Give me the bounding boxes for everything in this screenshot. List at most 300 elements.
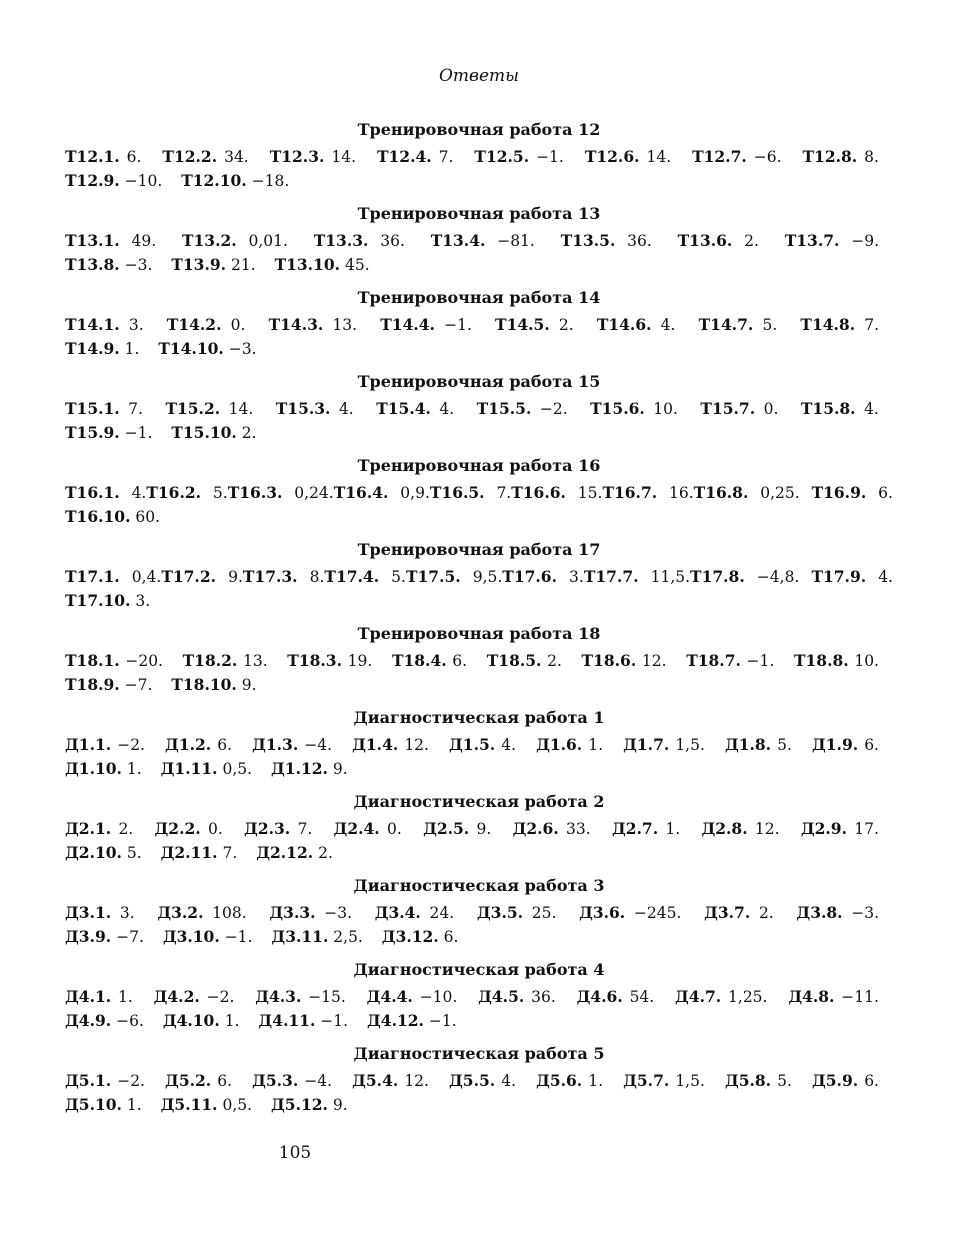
answer-label: Т15.5.: [476, 399, 532, 418]
answer-item: [65, 928, 144, 946]
answer-label: Д2.3.: [244, 819, 291, 838]
section-title: Тренировочная работа 18: [357, 624, 601, 643]
answer-value: 5.: [762, 316, 778, 334]
answer-label: Т15.4.: [376, 399, 431, 418]
answer-list: [65, 649, 893, 697]
answer-label: Т17.7.: [583, 567, 639, 586]
answer-value: −1.: [320, 1012, 349, 1030]
answer-value: 6.: [126, 148, 142, 166]
answer-value: 9.: [241, 676, 257, 694]
answer-value: −3.: [124, 256, 153, 274]
answer-label: Т15.9.: [65, 423, 120, 442]
answer-item: [511, 484, 602, 502]
answer-item: [165, 1072, 232, 1090]
answer-item: [477, 400, 568, 418]
answer-list: [65, 229, 893, 277]
answer-label: Т14.5.: [495, 315, 550, 334]
answer-value: 5.: [777, 736, 792, 754]
answer-label: Т14.2.: [166, 315, 222, 334]
answer-item: [171, 676, 256, 694]
answer-item: [502, 568, 584, 586]
answer-value: −2.: [206, 988, 235, 1006]
answer-item: [171, 256, 255, 274]
answer-value: −15.: [308, 988, 346, 1006]
answer-value: 2.: [744, 232, 759, 250]
answer-item: [65, 340, 139, 358]
answer-value: 0,9.: [400, 484, 430, 502]
answer-value: 45.: [344, 256, 370, 274]
answer-label: Д3.7.: [704, 903, 751, 922]
answer-item: [582, 652, 667, 670]
answer-item: [161, 568, 243, 586]
answer-label: Д1.11.: [160, 759, 218, 778]
answer-item: [788, 988, 879, 1006]
answer-label: Т17.9.: [811, 567, 867, 586]
answer-label: Т14.1.: [65, 315, 120, 334]
page-number: 105: [278, 1143, 312, 1163]
answer-value: 14.: [228, 400, 254, 418]
answer-label: Т17.8.: [690, 567, 745, 586]
answer-value: 0,25.: [760, 484, 800, 502]
answer-item: [495, 316, 574, 334]
answer-value: 12.: [404, 736, 429, 754]
answer-label: Д4.3.: [255, 987, 302, 1006]
answer-value: 2.: [558, 316, 574, 334]
answer-value: −9.: [851, 232, 880, 250]
answer-item: [65, 484, 146, 502]
answer-value: 12.: [754, 820, 780, 838]
answer-item: [270, 148, 356, 166]
answer-item: [577, 988, 655, 1006]
answer-item: [704, 904, 774, 922]
answer-value: 15.: [577, 484, 603, 502]
answer-label: Т14.6.: [596, 315, 652, 334]
answer-item: [276, 400, 354, 418]
answer-list: [65, 145, 893, 193]
answer-item: [65, 568, 161, 586]
answer-value: −18.: [251, 172, 290, 190]
answer-value: 9.: [332, 760, 348, 778]
answer-label: Т15.8.: [800, 399, 856, 418]
answer-value: 25.: [531, 904, 557, 922]
answer-label: Д2.5.: [423, 819, 470, 838]
answer-value: 3.: [569, 568, 584, 586]
answer-value: 12.: [404, 1072, 429, 1090]
answer-item: [623, 736, 705, 754]
answer-value: −1.: [444, 316, 472, 334]
answer-label: Т13.10.: [274, 255, 341, 274]
answer-value: 1.: [588, 736, 604, 754]
answer-item: [701, 820, 779, 838]
answer-item: [367, 988, 458, 1006]
answer-item: [812, 484, 893, 502]
answer-label: Т16.8.: [693, 483, 749, 502]
answer-label: Т18.1.: [65, 651, 120, 670]
answer-label: Т14.9.: [65, 339, 120, 358]
answer-label: Д3.5.: [476, 903, 524, 922]
answer-item: [252, 736, 332, 754]
answer-value: 5.: [391, 568, 406, 586]
answer-label: Т16.6.: [511, 483, 566, 502]
answer-item: [602, 484, 693, 502]
answer-item: [449, 736, 516, 754]
answer-item: [269, 904, 352, 922]
answer-label: Д1.8.: [724, 735, 772, 754]
answer-item: [406, 568, 502, 586]
answer-label: Д2.7.: [611, 819, 659, 838]
answer-value: −6.: [116, 1012, 144, 1030]
answer-value: 0.: [386, 820, 402, 838]
answer-value: −11.: [841, 988, 879, 1006]
answer-label: Д3.9.: [65, 927, 112, 946]
answer-item: [65, 676, 152, 694]
answer-list: [65, 901, 893, 949]
answer-label: Т16.10.: [65, 507, 131, 526]
answer-label: Д4.9.: [65, 1011, 112, 1030]
answer-value: 0,5.: [222, 760, 253, 778]
answer-value: −2.: [539, 400, 568, 418]
answer-label: Д2.11.: [160, 843, 218, 862]
answer-label: Д1.5.: [449, 735, 496, 754]
answer-value: 13.: [332, 316, 358, 334]
answer-item: [243, 568, 325, 586]
answer-item: [65, 148, 141, 166]
answer-item: [65, 400, 143, 418]
answer-label: Д4.7.: [675, 987, 722, 1006]
answer-item: [536, 1072, 603, 1090]
answer-value: −4.: [304, 736, 333, 754]
answer-value: 7.: [128, 400, 143, 418]
answer-value: 0,5.: [222, 1096, 253, 1114]
answer-item: [377, 148, 453, 166]
answer-item: [785, 232, 879, 250]
answer-value: 1,5.: [675, 1072, 705, 1090]
answer-list: [65, 313, 893, 361]
answer-label: Т12.5.: [474, 147, 530, 166]
answer-value: 4.: [864, 400, 879, 418]
answer-item: [423, 820, 491, 838]
answer-value: −1.: [124, 424, 153, 442]
answer-label: Т12.1.: [65, 147, 120, 166]
answer-value: 7.: [496, 484, 512, 502]
section-title: Тренировочная работа 16: [357, 456, 601, 475]
answer-value: −6.: [753, 148, 782, 166]
answer-label: Д3.6.: [579, 903, 626, 922]
answer-value: 4.: [439, 400, 455, 418]
answer-item: [275, 256, 370, 274]
answer-item: [161, 1096, 252, 1114]
answer-label: Т14.10.: [158, 339, 224, 358]
answer-item: [163, 1012, 240, 1030]
answer-item: [165, 400, 253, 418]
answer-item: [431, 232, 535, 250]
answer-value: 36.: [627, 232, 652, 250]
section-title: Диагностическая работа 1: [353, 708, 605, 727]
answer-item: [801, 820, 879, 838]
answer-item: [65, 652, 163, 670]
answer-item: [585, 148, 671, 166]
answer-value: 6.: [217, 736, 233, 754]
answer-item: [258, 1012, 348, 1030]
answer-value: 1.: [126, 760, 142, 778]
answer-label: Д5.5.: [449, 1071, 496, 1090]
answer-item: [800, 316, 879, 334]
answer-item: [65, 760, 142, 778]
answer-value: 12.: [641, 652, 667, 670]
answer-item: [65, 988, 133, 1006]
answer-value: 0,01.: [248, 232, 288, 250]
answer-value: 8.: [309, 568, 325, 586]
answer-value: −1.: [746, 652, 775, 670]
answer-item: [65, 172, 162, 190]
answer-label: Д2.12.: [256, 843, 314, 862]
answer-item: [382, 928, 459, 946]
answer-item: [65, 1096, 142, 1114]
answer-item: [252, 1072, 332, 1090]
answer-label: Т13.3.: [313, 231, 369, 250]
answer-label: Д2.10.: [65, 843, 122, 862]
answer-label: Т15.6.: [590, 399, 645, 418]
answer-label: Д5.6.: [536, 1071, 583, 1090]
answer-item: [65, 736, 145, 754]
answer-value: 5.: [126, 844, 142, 862]
section-title: Диагностическая работа 5: [353, 1044, 605, 1063]
answer-label: Д1.9.: [811, 735, 859, 754]
answer-value: −1.: [428, 1012, 457, 1030]
answer-label: Д5.11.: [160, 1095, 218, 1114]
answer-item: [801, 400, 879, 418]
answer-label: Т18.7.: [686, 651, 741, 670]
answer-label: Д4.6.: [576, 987, 623, 1006]
answer-item: [474, 148, 563, 166]
section-title: Диагностическая работа 2: [353, 792, 605, 811]
answer-list: [65, 1069, 893, 1117]
answer-label: Т13.2.: [181, 231, 237, 250]
answer-item: [352, 1072, 429, 1090]
answer-label: Т12.8.: [802, 147, 858, 166]
section-title: Тренировочная работа 12: [357, 120, 601, 139]
answer-value: 0.: [230, 316, 246, 334]
answer-label: Т18.5.: [486, 651, 542, 670]
answer-item: [65, 1012, 144, 1030]
answer-item: [812, 736, 879, 754]
answer-label: Д5.10.: [65, 1095, 122, 1114]
answer-label: Т12.2.: [162, 147, 218, 166]
answer-item: [334, 484, 430, 502]
answer-label: Т17.6.: [502, 567, 557, 586]
answer-label: Т12.10.: [181, 171, 247, 190]
answer-item: [725, 736, 792, 754]
answer-item: [692, 148, 781, 166]
answer-item: [794, 652, 879, 670]
answer-label: Т16.9.: [811, 483, 867, 502]
answer-label: Т18.6.: [581, 651, 637, 670]
answer-label: Д4.12.: [367, 1011, 424, 1030]
answer-label: Д2.9.: [800, 819, 847, 838]
answer-label: Д3.2.: [157, 903, 204, 922]
answer-value: 2.: [547, 652, 562, 670]
answer-value: 36.: [531, 988, 556, 1006]
answer-item: [157, 904, 246, 922]
answer-item: [65, 316, 144, 334]
answer-value: 3.: [119, 904, 135, 922]
answer-label: Д3.4.: [374, 903, 421, 922]
answer-label: Т12.3.: [269, 147, 325, 166]
answer-item: [181, 172, 289, 190]
answer-value: −2.: [117, 736, 145, 754]
answer-item: [478, 988, 556, 1006]
answer-label: Т12.7.: [692, 147, 747, 166]
answer-item: [623, 1072, 705, 1090]
answer-item: [678, 232, 759, 250]
answer-value: 2.: [118, 820, 134, 838]
answer-value: 4.: [501, 1072, 517, 1090]
answer-item: [162, 148, 248, 166]
answer-value: −10.: [124, 172, 163, 190]
answer-item: [65, 424, 152, 442]
answer-value: 13.: [242, 652, 268, 670]
answer-value: 4.: [501, 736, 517, 754]
answer-value: 3.: [135, 592, 151, 610]
answer-value: 60.: [135, 508, 161, 526]
answer-item: [65, 232, 156, 250]
answer-item: [590, 400, 678, 418]
answer-list: [65, 985, 893, 1033]
answer-value: 1,5.: [675, 736, 705, 754]
answer-value: 4.: [660, 316, 676, 334]
answer-item: [561, 232, 652, 250]
answer-value: −2.: [117, 1072, 145, 1090]
answer-label: Д5.4.: [352, 1071, 399, 1090]
answer-label: Т14.8.: [800, 315, 856, 334]
answer-value: 34.: [224, 148, 249, 166]
answer-label: Д5.8.: [724, 1071, 772, 1090]
answer-value: 49.: [131, 232, 157, 250]
answer-value: 16.: [669, 484, 694, 502]
answer-label: Д2.1.: [65, 819, 112, 838]
answer-label: Т18.8.: [793, 651, 849, 670]
answer-label: Т18.9.: [65, 675, 120, 694]
answer-item: [163, 928, 253, 946]
answer-value: −7.: [116, 928, 144, 946]
answer-item: [65, 904, 135, 922]
answer-label: Т17.2.: [161, 567, 217, 586]
answer-label: Т15.3.: [275, 399, 331, 418]
answer-item: [367, 1012, 457, 1030]
answer-item: [65, 820, 133, 838]
section-title: Тренировочная работа 14: [357, 288, 601, 307]
answer-label: Т18.2.: [182, 651, 238, 670]
answer-item: [536, 736, 603, 754]
answer-label: Д4.11.: [258, 1011, 316, 1030]
answer-label: Д1.1.: [65, 735, 112, 754]
answer-label: Д3.1.: [65, 903, 112, 922]
answer-value: 5.: [777, 1072, 792, 1090]
answer-label: Т16.1.: [65, 483, 120, 502]
answer-list: [65, 817, 893, 865]
answer-value: 0,24.: [294, 484, 334, 502]
running-head: Ответы: [439, 66, 519, 86]
answer-value: 21.: [230, 256, 256, 274]
answer-value: 4.: [131, 484, 147, 502]
section-title: Диагностическая работа 3: [353, 876, 605, 895]
answer-item: [287, 652, 372, 670]
answer-label: Т17.3.: [242, 567, 298, 586]
answer-value: 10.: [854, 652, 879, 670]
answer-value: 9.: [476, 820, 492, 838]
answer-item: [477, 904, 557, 922]
answer-value: 0.: [763, 400, 779, 418]
answer-value: 7.: [864, 316, 880, 334]
answer-item: [380, 316, 472, 334]
answer-value: 9.: [228, 568, 243, 586]
answer-value: 6.: [452, 652, 468, 670]
answer-value: 19.: [347, 652, 373, 670]
answer-item: [183, 652, 268, 670]
answer-label: Д4.2.: [153, 987, 200, 1006]
section-title: Тренировочная работа 15: [357, 372, 601, 391]
answer-label: Т18.10.: [171, 675, 237, 694]
answer-value: 0,4.: [131, 568, 162, 586]
answer-item: [154, 988, 235, 1006]
answer-label: Д1.4.: [352, 735, 399, 754]
answer-value: −20.: [125, 652, 163, 670]
answer-value: 1.: [126, 1096, 142, 1114]
answer-item: [324, 568, 406, 586]
answer-value: −1.: [536, 148, 564, 166]
answer-list: [65, 481, 893, 529]
answer-label: Т14.3.: [268, 315, 324, 334]
answer-item: [271, 1096, 348, 1114]
answer-value: 4.: [878, 568, 893, 586]
answer-value: 33.: [566, 820, 591, 838]
answer-label: Т13.1.: [65, 231, 120, 250]
answer-label: Т14.7.: [698, 315, 754, 334]
answer-value: 10.: [653, 400, 678, 418]
answer-item: [314, 232, 405, 250]
answer-label: Д5.9.: [811, 1071, 859, 1090]
answer-item: [65, 256, 152, 274]
answer-label: Д1.10.: [65, 759, 122, 778]
answer-item: [167, 316, 246, 334]
answer-item: [155, 820, 223, 838]
answer-label: Д3.10.: [162, 927, 220, 946]
answer-item: [352, 736, 429, 754]
section-title: Тренировочная работа 13: [357, 204, 601, 223]
answer-sections: [65, 118, 893, 1126]
answer-label: Т16.5.: [429, 483, 485, 502]
answer-label: Т12.4.: [376, 147, 432, 166]
answer-item: [690, 568, 799, 586]
answer-label: Т17.5.: [405, 567, 461, 586]
answer-item: [65, 508, 160, 526]
answer-label: Д1.6.: [536, 735, 583, 754]
answer-value: 2.: [318, 844, 333, 862]
answer-label: Т13.8.: [65, 255, 120, 274]
answer-value: 3.: [128, 316, 144, 334]
answer-item: [244, 820, 312, 838]
answer-label: Т18.4.: [391, 651, 447, 670]
answer-label: Д5.12.: [271, 1095, 328, 1114]
answer-value: 7.: [297, 820, 313, 838]
answer-label: Т12.6.: [584, 147, 640, 166]
answer-label: Д5.3.: [252, 1071, 299, 1090]
answer-value: 108.: [212, 904, 247, 922]
answer-value: 1.: [124, 340, 140, 358]
answer-value: 17.: [854, 820, 879, 838]
answer-label: Д4.1.: [65, 987, 112, 1006]
answer-value: 36.: [380, 232, 405, 250]
